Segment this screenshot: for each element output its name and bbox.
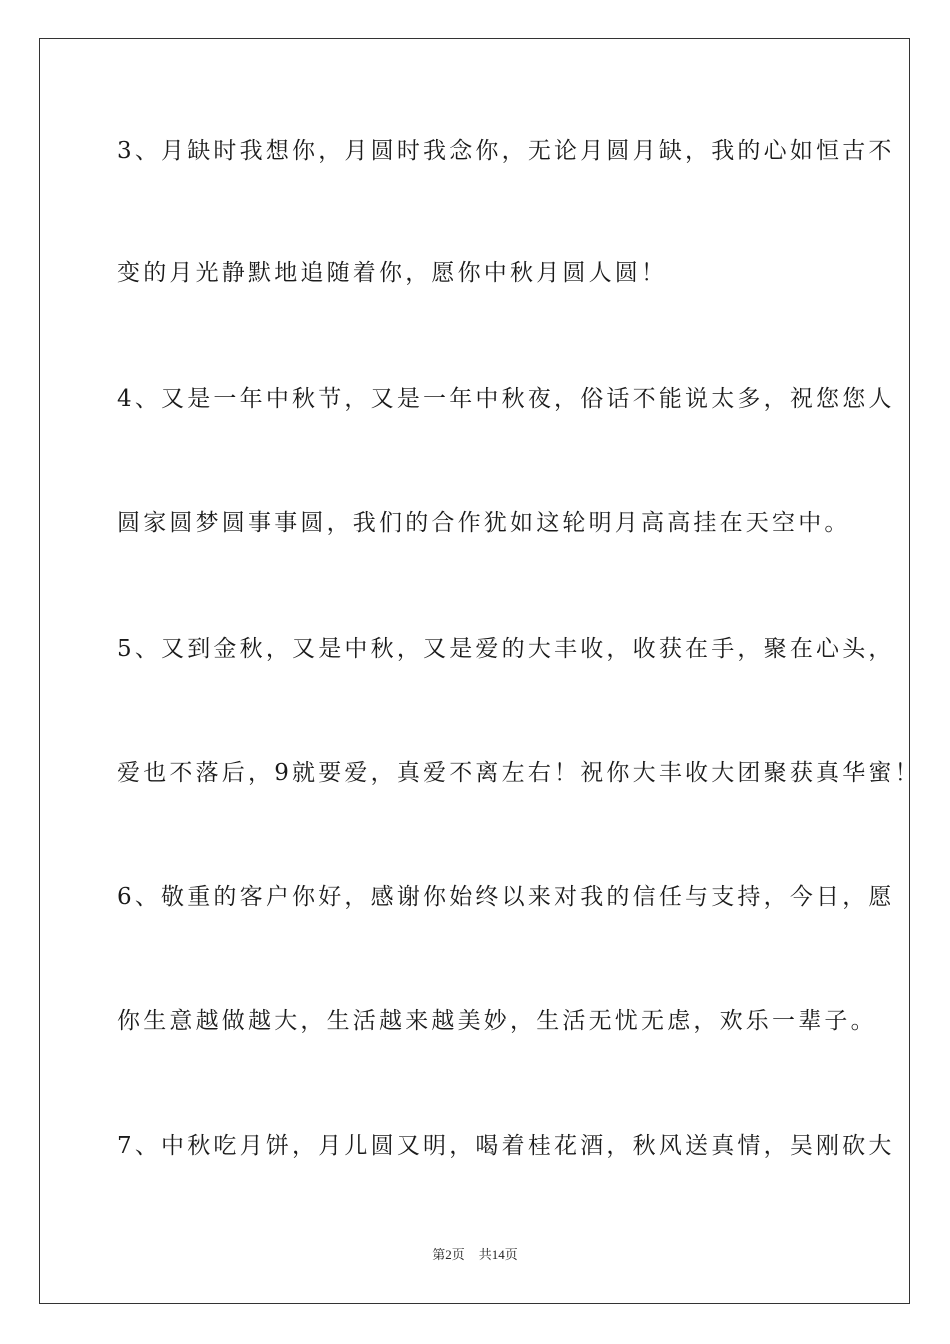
text-line-5: 5、又到金秋，又是中秋，又是爱的大丰收，收获在手，聚在心头， — [117, 636, 895, 662]
page-number: 第2页 — [432, 1247, 465, 1262]
text-line-2: 变的月光静默地追随着你，愿你中秋月圆人圆！ — [117, 260, 668, 286]
text-line-7: 6、敬重的客户你好，感谢你始终以来对我的信任与支持，今日，愿 — [117, 884, 895, 910]
page-footer — [0, 1246, 950, 1264]
text-line-6: 爱也不落后，9就要爱，真爱不离左右！祝你大丰收大团聚获真华蜜！ — [117, 760, 921, 786]
page-total: 共14页 — [478, 1247, 518, 1262]
text-line-3: 4、又是一年中秋节，又是一年中秋夜，俗话不能说太多，祝您您人 — [117, 386, 895, 412]
text-line-1: 3、月缺时我想你，月圆时我念你，无论月圆月缺，我的心如恒古不 — [117, 138, 895, 164]
page-border — [39, 38, 921, 1304]
text-line-8: 你生意越做越大，生活越来越美妙，生活无忧无虑，欢乐一辈子。 — [117, 1008, 877, 1034]
text-line-9: 7、中秋吃月饼，月儿圆又明，喝着桂花酒，秋风送真情，吴刚砍大 — [117, 1133, 895, 1159]
text-line-4: 圆家圆梦圆事事圆，我们的合作犹如这轮明月高高挂在天空中。 — [117, 510, 851, 536]
